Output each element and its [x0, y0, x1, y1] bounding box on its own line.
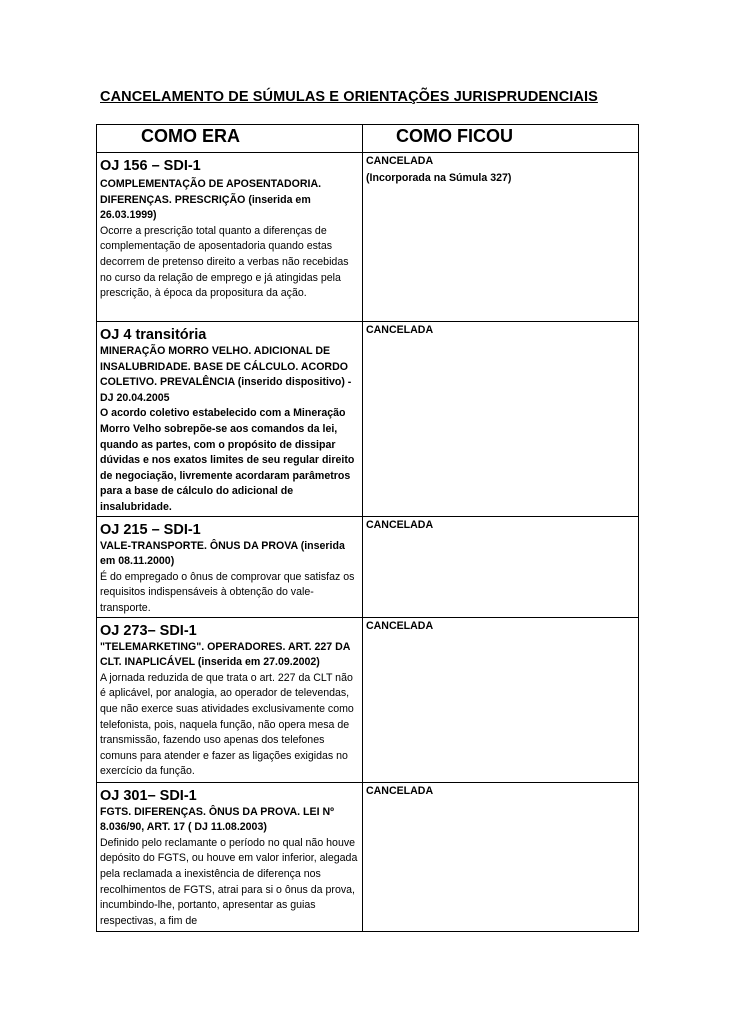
como-era-cell [97, 617, 363, 782]
oj-title: OJ 156 – SDI-1 [100, 158, 201, 174]
status-note: (Incorporada na Súmula 327) [366, 171, 512, 184]
table-row [97, 322, 639, 517]
table-row [97, 782, 639, 931]
oj-text: Ocorre a prescrição total quanto a diferenças de complementação de aposentadoria quando estas decorrem de pretenso direito a verbas não recebidas no curso da relação de emprego e já atingidas pela prescrição, à época da propositura da ação. [100, 224, 349, 300]
header-como-ficou: COMO FICOU [363, 125, 639, 153]
como-ficou-cell [363, 617, 639, 782]
oj-heading: VALE-TRANSPORTE. ÔNUS DA PROVA (inserida em 08.11.2000) [100, 539, 345, 568]
oj-heading: MINERAÇÃO MORRO VELHO. ADICIONAL DE INSALUBRIDADE. BASE DE CÁLCULO. ACORDO COLETIVO. PREVALÊNCIA (inserido dispositivo) - DJ 20.04.2005 [100, 345, 352, 404]
table-row [97, 153, 639, 322]
table-row [97, 617, 639, 782]
oj-title: OJ 215 – SDI-1 [100, 521, 201, 538]
jurisprudence-table [96, 124, 639, 932]
como-era-cell [97, 322, 363, 517]
status-label: CANCELADA [366, 155, 434, 167]
como-era-cell [97, 153, 363, 322]
table-header-row [97, 125, 639, 153]
oj-heading: COMPLEMENTAÇÃO DE APOSENTADORIA. DIFERENÇAS. PRESCRIÇÃO (inserida em 26.03.1999) [100, 178, 322, 222]
oj-title: OJ 301– SDI-1 [100, 787, 197, 804]
oj-text: A jornada reduzida de que trata o art. 227 da CLT não é aplicável, por analogia, ao operador de televendas, que não exerce suas atividades exclusivamente como telefonista, pois, naquela função, não opera mesa de transmissão, fazendo uso apenas dos telefones comuns para atender e fazer as ligações exigidas no exercício da função. [100, 671, 354, 778]
como-ficou-cell [363, 516, 639, 617]
como-era-cell [97, 516, 363, 617]
header-como-era: COMO ERA [97, 125, 363, 153]
status-label: CANCELADA [366, 784, 434, 797]
document-title: CANCELAMENTO DE SÚMULAS E ORIENTAÇÕES JURISPRUDENCIAIS [100, 89, 598, 105]
como-ficou-cell [363, 322, 639, 517]
como-ficou-cell [363, 782, 639, 931]
oj-text: É do empregado o ônus de comprovar que satisfaz os requisitos indispensáveis à obtenção do vale-transporte. [100, 570, 355, 614]
status-label: CANCELADA [366, 324, 434, 336]
como-ficou-cell [363, 153, 639, 322]
status-label: CANCELADA [366, 518, 434, 531]
oj-title: OJ 4 transitória [100, 327, 207, 343]
oj-heading: "TELEMARKETING". OPERADORES. ART. 227 DA CLT. INAPLICÁVEL (inserida em 27.09.2002) [100, 640, 351, 669]
como-era-cell [97, 782, 363, 931]
table-row [97, 516, 639, 617]
oj-heading: FGTS. DIFERENÇAS. ÔNUS DA PROVA. LEI Nº 8.036/90, ART. 17 ( DJ 11.08.2003) [100, 805, 335, 834]
oj-text: Definido pelo reclamante o período no qual não houve depósito do FGTS, ou houve em valor inferior, alegada pela reclamada a inexistência de diferença nos recolhimentos de FGTS, atrai para si o ônus da prova, incumbindo-lhe, portanto, apresentar as guias respectivas, a fim de [100, 836, 358, 927]
oj-title: OJ 273– SDI-1 [100, 622, 197, 639]
oj-text: O acordo coletivo estabelecido com a Mineração Morro Velho sobrepõe-se aos comandos da lei, quando as partes, com o propósito de dissipar dúvidas e nos exatos limites de seu regular direito de negociação, livremente acordaram parâmetros para a base de cálculo do adicional de insalubridade. [100, 407, 355, 513]
status-label: CANCELADA [366, 619, 434, 632]
